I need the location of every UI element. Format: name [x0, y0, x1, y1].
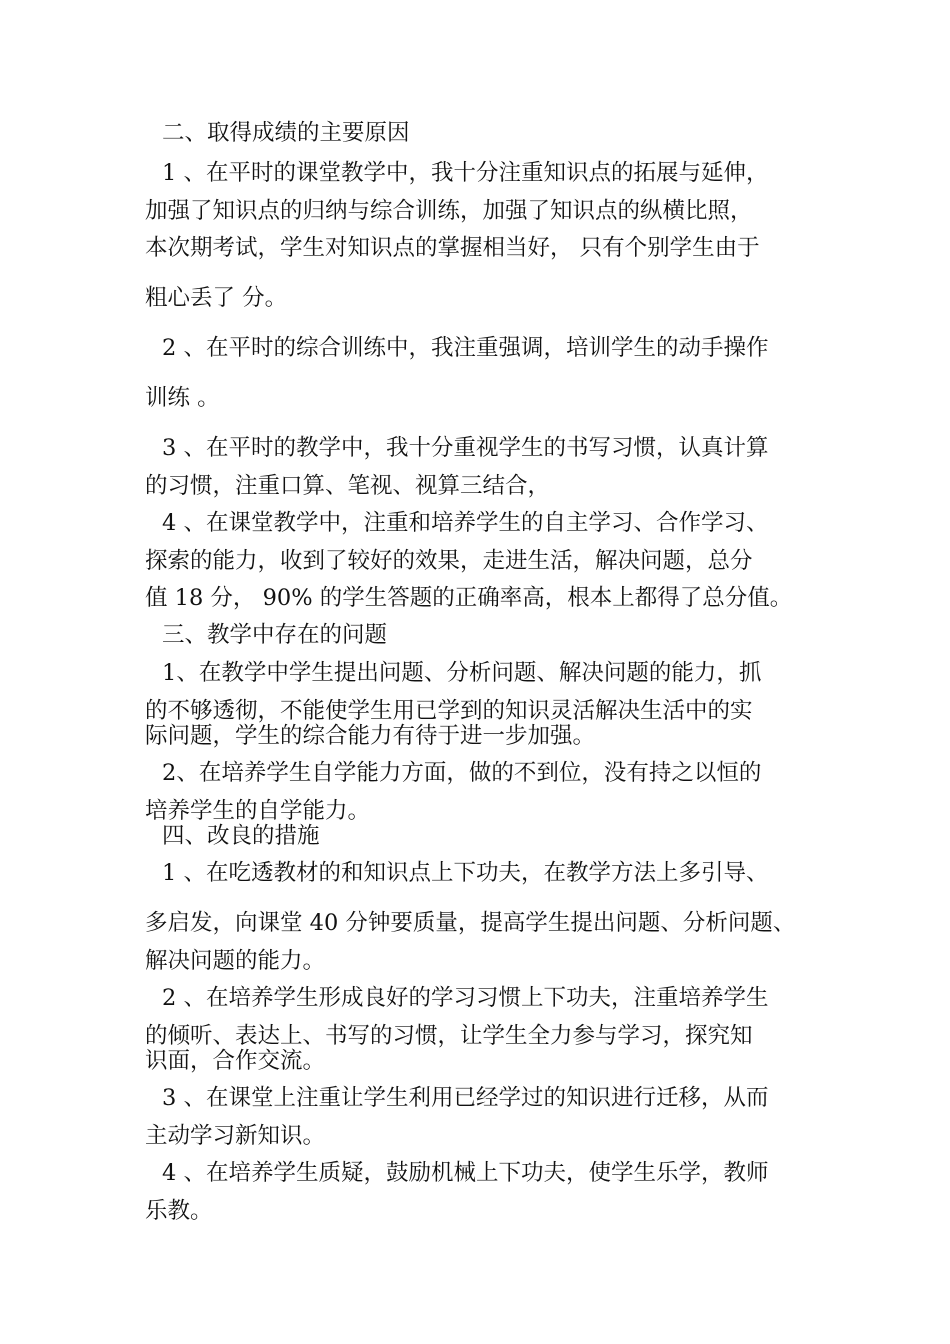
- paragraph-line: 识面，合作交流。: [145, 1048, 326, 1074]
- paragraph-line: 的不够透彻，不能使学生用已学到的知识灵活解决生活中的实: [145, 698, 753, 724]
- section-heading: 二、取得成绩的主要原因: [162, 120, 410, 146]
- paragraph-line: 解决问题的能力。: [145, 948, 326, 974]
- paragraph-line: 2 、在平时的综合训练中，我注重强调，培训学生的动手操作: [162, 335, 769, 361]
- paragraph-line: 4 、在培养学生质疑，鼓励机械上下功夫，使学生乐学，教师: [162, 1160, 769, 1186]
- section-heading: 四、改良的措施: [162, 823, 320, 849]
- paragraph-line: 本次期考试，学生对知识点的掌握相当好， 只有个别学生由于: [145, 235, 760, 261]
- paragraph-line: 的倾听、表达上、书写的习惯，让学生全力参与学习，探究知: [145, 1023, 753, 1049]
- paragraph-line: 3 、在课堂上注重让学生利用已经学过的知识进行迁移，从而: [162, 1085, 769, 1111]
- paragraph-line: 1 、在平时的课堂教学中，我十分注重知识点的拓展与延伸，: [162, 160, 769, 186]
- paragraph-line: 培养学生的自学能力。: [145, 798, 371, 824]
- paragraph-line: 4 、在课堂教学中，注重和培养学生的自主学习、合作学习、: [162, 510, 769, 536]
- paragraph-line: 1、在教学中学生提出问题、分析问题、解决问题的能力，抓: [162, 660, 762, 686]
- paragraph-line: 训练 。: [145, 385, 220, 411]
- paragraph-line: 1 、在吃透教材的和知识点上下功夫，在教学方法上多引导、: [162, 860, 769, 886]
- paragraph-line: 的习惯，注重口算、笔视、视算三结合，: [145, 473, 551, 499]
- paragraph-line: 3 、在平时的教学中，我十分重视学生的书写习惯，认真计算: [162, 435, 769, 461]
- paragraph-line: 粗心丢了 分。: [145, 285, 288, 311]
- paragraph-line: 际问题，学生的综合能力有待于进一步加强。: [145, 723, 596, 749]
- paragraph-line: 多启发，向课堂 40 分钟要质量，提高学生提出问题、分析问题、: [145, 910, 796, 936]
- paragraph-line: 值 18 分， 90% 的学生答题的正确率高，根本上都得了总分值。: [145, 585, 793, 611]
- paragraph-line: 2 、在培养学生形成良好的学习习惯上下功夫，注重培养学生: [162, 985, 769, 1011]
- paragraph-line: 2、在培养学生自学能力方面，做的不到位，没有持之以恒的: [162, 760, 762, 786]
- paragraph-line: 加强了知识点的归纳与综合训练，加强了知识点的纵横比照，: [145, 198, 753, 224]
- section-heading: 三、教学中存在的问题: [162, 622, 388, 648]
- paragraph-line: 探索的能力，收到了较好的效果，走进生活，解决问题，总分: [145, 548, 753, 574]
- paragraph-line: 乐教。: [145, 1198, 213, 1224]
- paragraph-line: 主动学习新知识。: [145, 1123, 326, 1149]
